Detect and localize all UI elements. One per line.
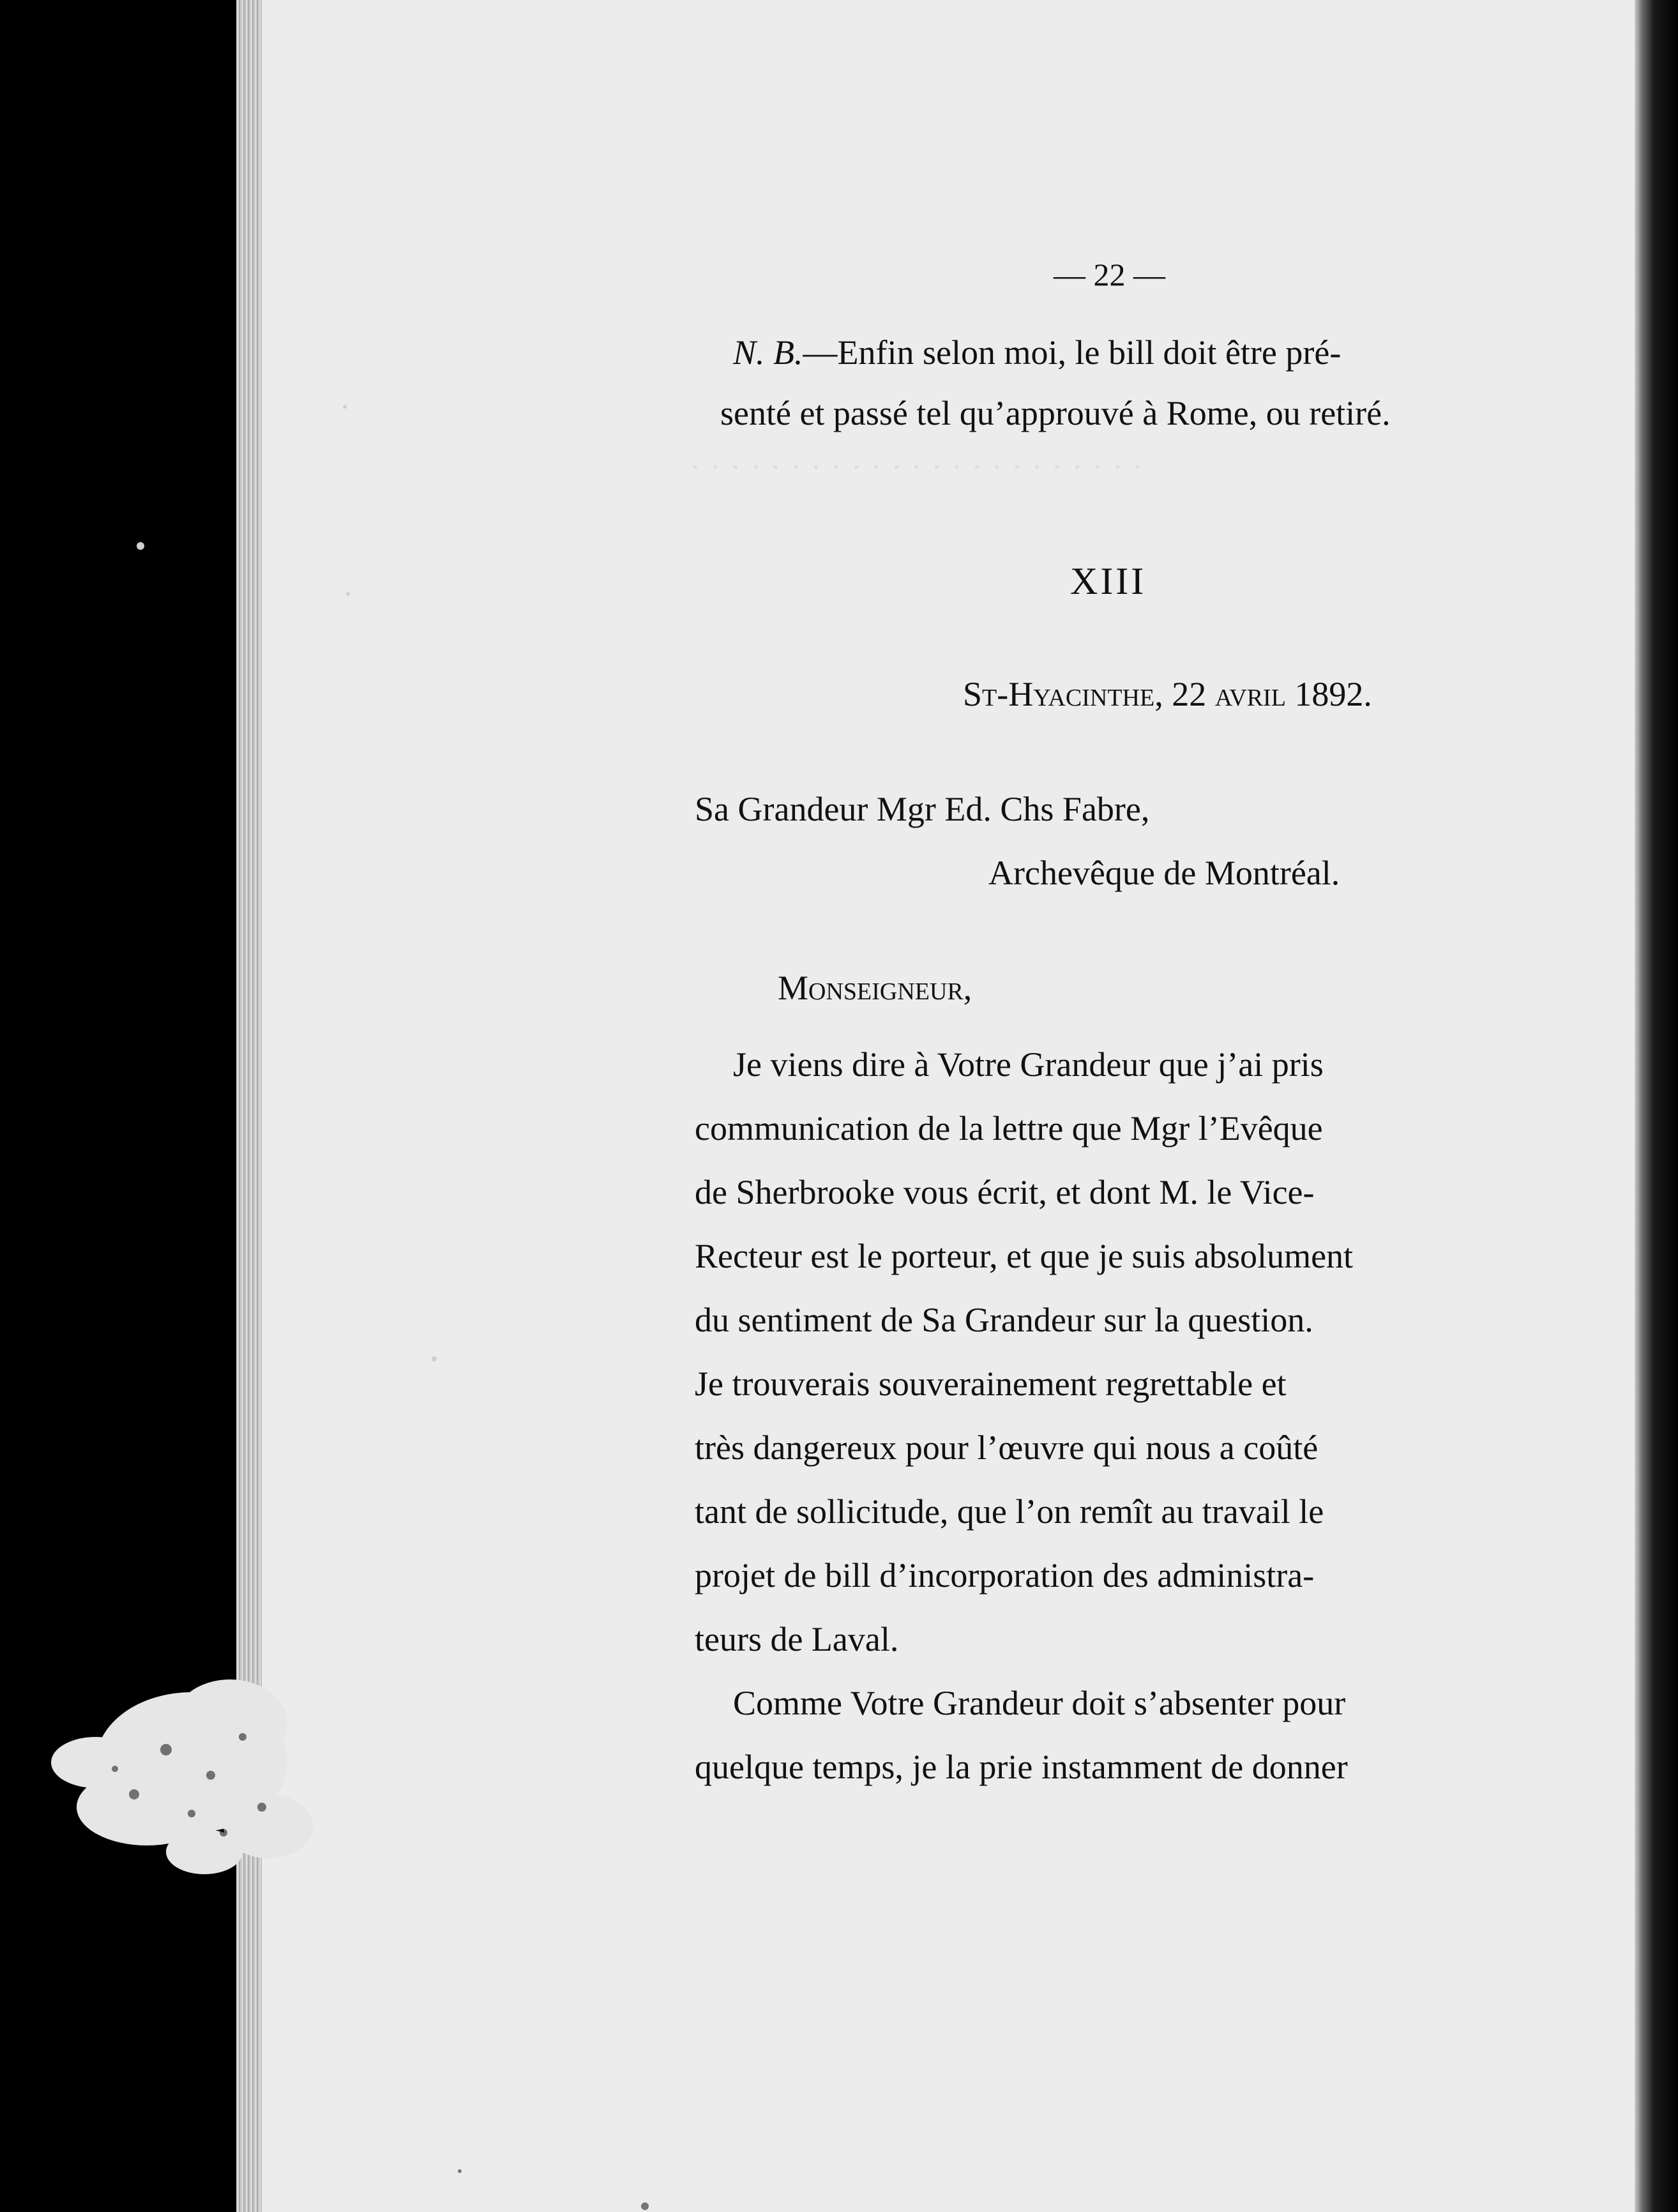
addressee-name: Sa Grandeur Mgr Ed. Chs Fabre, bbox=[695, 790, 1150, 828]
body-line: Recteur est le porteur, et que je suis absolument bbox=[695, 1237, 1354, 1275]
nb-line-1-text: —Enfin selon moi, le bill doit être pré- bbox=[803, 333, 1342, 372]
dust-specks bbox=[137, 405, 437, 1361]
torn-paper-fragment bbox=[51, 1679, 313, 1874]
body-line: tant de sollicitude, que l’on remît au travail le bbox=[695, 1492, 1324, 1531]
addressee-title: Archevêque de Montréal. bbox=[988, 854, 1340, 892]
page-number: — 22 — bbox=[1054, 257, 1165, 292]
nb-line-2: senté et passé tel qu’approuvé à Rome, ou retiré. bbox=[720, 394, 1391, 432]
nb-label: N. B. bbox=[733, 333, 803, 372]
salutation: Monseigneur, bbox=[778, 969, 972, 1007]
body-line: communication de la lettre que Mgr l’Evêque bbox=[695, 1109, 1323, 1148]
body-line: teurs de Laval. bbox=[695, 1620, 899, 1658]
body-line: Je trouverais souverainement regrettable et bbox=[695, 1365, 1287, 1403]
body-line: du sentiment de Sa Grandeur sur la question. bbox=[695, 1301, 1313, 1339]
nb-line-1 bbox=[733, 335, 1341, 370]
dateline: St-Hyacinthe, 22 avril 1892. bbox=[963, 675, 1372, 713]
section-number: XIII bbox=[1070, 560, 1147, 602]
body-line: de Sherbrooke vous écrit, et dont M. le Vice- bbox=[695, 1173, 1315, 1211]
body-line: quelque temps, je la prie instamment de donner bbox=[695, 1748, 1348, 1786]
bleed-through-text: · · · · · · · · · · · · · · · · · · · · · · · bbox=[690, 448, 1144, 486]
body-line: très dangereux pour l’œuvre qui nous a coûté bbox=[695, 1428, 1319, 1467]
body-line: Je viens dire à Votre Grandeur que j’ai pris bbox=[733, 1045, 1324, 1084]
body-line: projet de bill d’incorporation des administra- bbox=[695, 1556, 1315, 1595]
body-line: Comme Votre Grandeur doit s’absenter pour bbox=[733, 1684, 1346, 1722]
page-marks bbox=[458, 2169, 649, 2210]
